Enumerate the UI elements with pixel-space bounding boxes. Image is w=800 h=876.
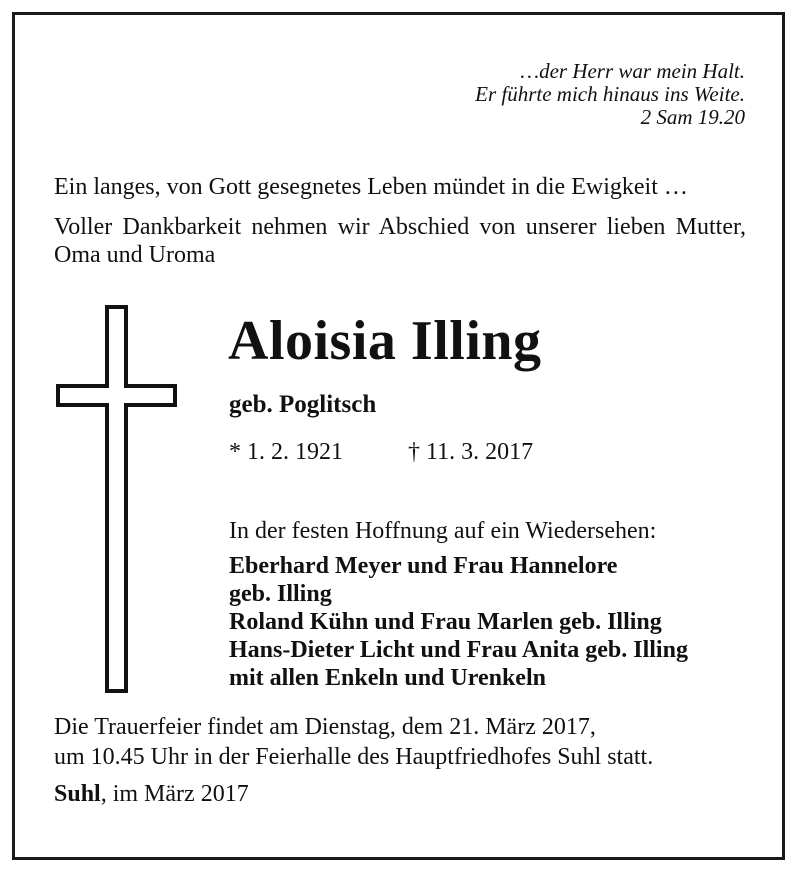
notice-date: , im März 2017 — [100, 781, 249, 807]
bible-verse — [475, 60, 745, 129]
funeral-notice — [54, 712, 653, 772]
mourner-line: Roland Kühn und Frau Marlen geb. Illing — [229, 609, 662, 635]
maiden-name: geb. Poglitsch — [229, 391, 377, 418]
mourner-line: geb. Illing — [229, 581, 332, 607]
mourner-line: Eberhard Meyer und Frau Hannelore — [229, 553, 618, 579]
cross-icon — [56, 305, 180, 695]
death-date: † 11. 3. 2017 — [408, 439, 534, 465]
verse-reference: 2 Sam 19.20 — [640, 105, 745, 129]
place-date — [54, 781, 249, 808]
birth-date: * 1. 2. 1921 — [229, 439, 343, 465]
mourner-line: mit allen Enkeln und Urenkeln — [229, 665, 546, 691]
place-name: Suhl — [54, 781, 101, 807]
mourners-list — [229, 552, 688, 692]
verse-line-2: Er führte mich hinaus ins Weite. — [475, 82, 745, 106]
intro-line-2: Voller Dankbarkeit nehmen wir Abschied von unserer lieben Mutter, Oma und Uroma — [54, 214, 746, 268]
verse-line-1: …der Herr war mein Halt. — [520, 59, 745, 83]
mourner-line: Hans-Dieter Licht und Frau Anita geb. Illing — [229, 637, 688, 663]
funeral-line-1: Die Trauerfeier findet am Dienstag, dem 21. März 2017, — [54, 714, 596, 740]
intro-line-1: Ein langes, von Gott gesegnetes Leben mündet in die Ewigkeit … — [54, 174, 688, 200]
funeral-line-2: um 10.45 Uhr in der Feierhalle des Hauptfriedhofes Suhl statt. — [54, 744, 654, 770]
hope-line: In der festen Hoffnung auf ein Wiedersehen: — [229, 518, 657, 544]
deceased-name: Aloisia Illing — [228, 310, 542, 372]
